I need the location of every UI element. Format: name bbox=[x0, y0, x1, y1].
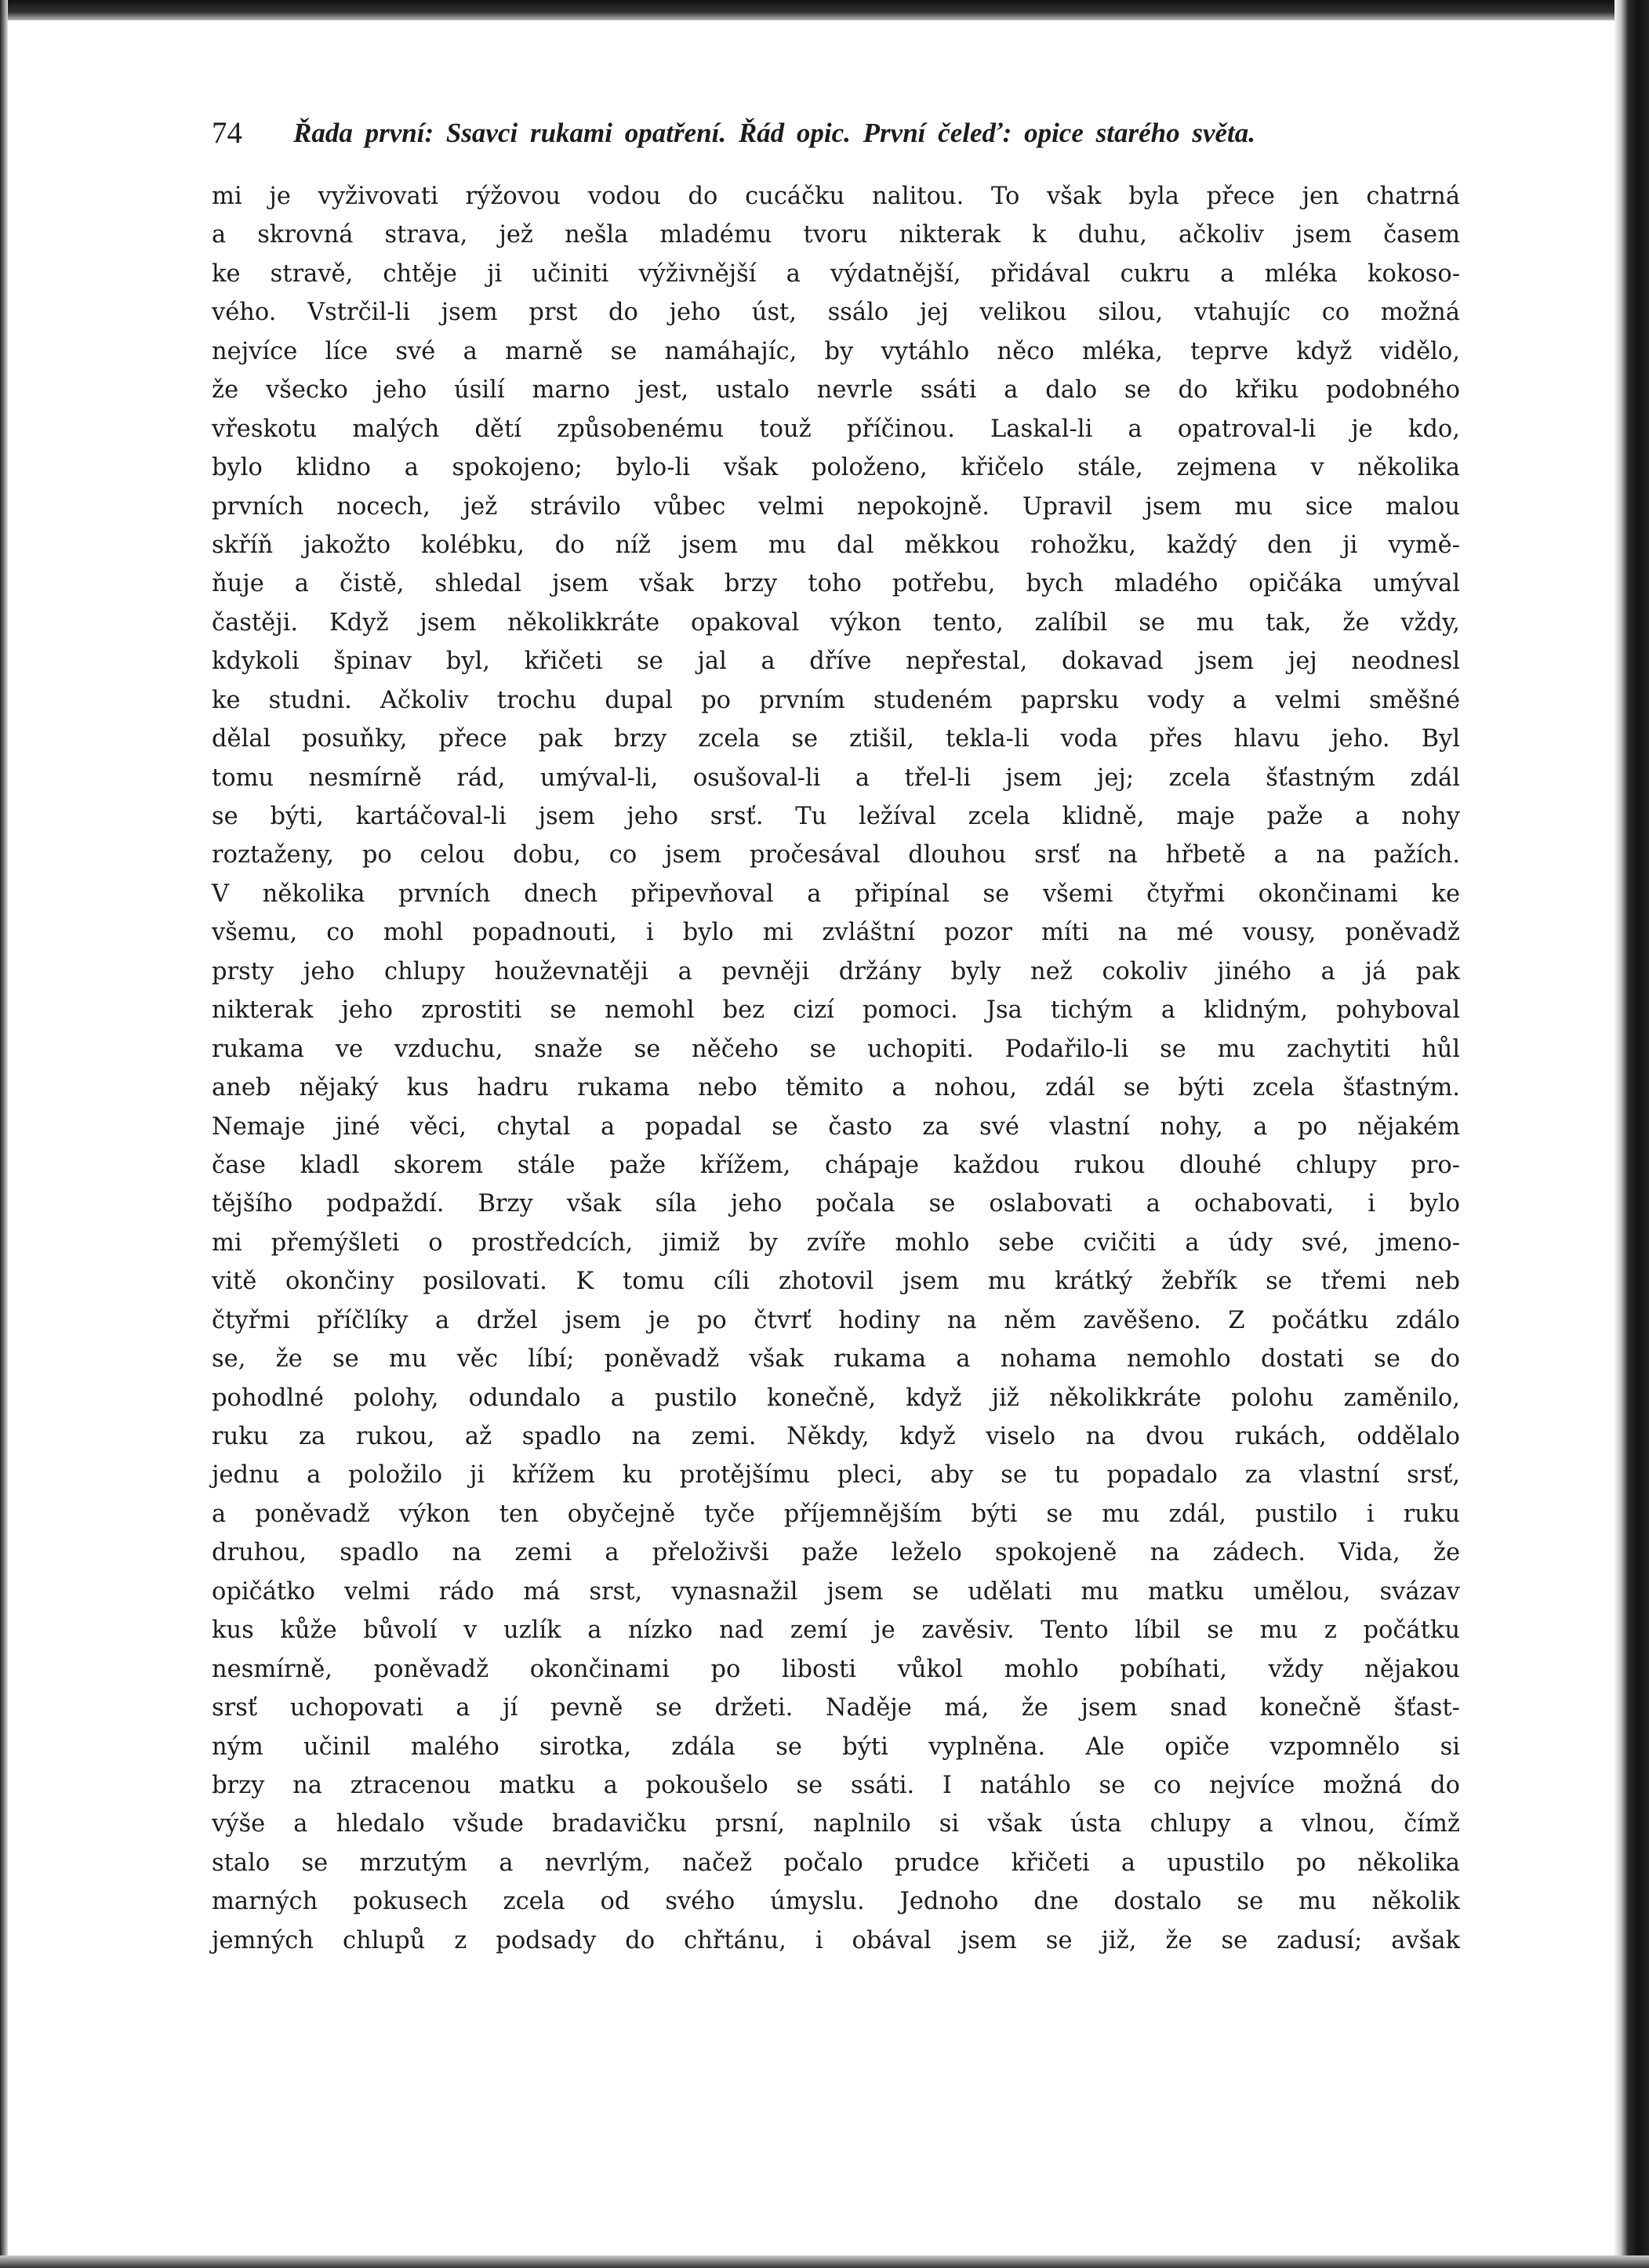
scan-border-top bbox=[0, 0, 1649, 20]
text-line: častěji. Když jsem několikkráte opakoval výkon tento, zalíbil se mu tak, že vždy, bbox=[212, 608, 1460, 637]
text-line: prvních nocech, jež strávilo vůbec velmi nepokojně. Upravil jsem mu sice malou bbox=[212, 492, 1460, 521]
scan-border-bottom bbox=[0, 2255, 1649, 2268]
text-line: marných pokusech zcela od svého úmyslu. Jednoho dne dostalo se mu několik bbox=[212, 1888, 1460, 1916]
scan-book-edge-right bbox=[1614, 0, 1649, 2268]
text-line: opičátko velmi rádo má srst, vynasnažil jsem se udělati mu matku umělou, svázav bbox=[212, 1577, 1460, 1606]
text-line: čtyřmi příčlíky a držel jsem je po čtvrť hodiny na něm zavěšeno. Z počátku zdálo bbox=[212, 1306, 1460, 1334]
text-line: tějšího podpaždí. Brzy však síla jeho počala se oslabovati a ochabovati, i bylo bbox=[212, 1190, 1460, 1218]
text-line: vitě okončiny posilovati. K tomu cíli zhotovil jsem mu krátký žebřík se třemi neb bbox=[212, 1268, 1460, 1296]
text-line: druhou, spadlo na zemi a přeloživši paže leželo spokojeně na zádech. Vida, že bbox=[212, 1539, 1460, 1567]
text-line: aneb nějaký kus hadru rukama nebo těmito a nohou, zdál se býti zcela šťastným. bbox=[212, 1074, 1460, 1102]
text-line: pohodlné polohy, odundalo a pustilo konečně, když již několikkráte polohu zaměnilo, bbox=[212, 1384, 1460, 1412]
text-line: a poněvadž výkon ten obyčejně tyče příjemnějším býti se mu zdál, pustilo i ruku bbox=[212, 1500, 1460, 1528]
text-line: kdykoli špinav byl, křičeti se jal a dříve nepřestal, dokavad jsem jej neodnesl bbox=[212, 648, 1460, 676]
text-line: čase kladl skorem stále paže křížem, chápaje každou rukou dlouhé chlupy pro- bbox=[212, 1151, 1460, 1179]
page-number: 74 bbox=[212, 116, 242, 150]
text-line: ruku za rukou, až spadlo na zemi. Někdy, když viselo na dvou rukách, oddělalo bbox=[212, 1423, 1460, 1450]
text-line: skříň jakožto kolébku, do níž jsem mu dal měkkou rohožku, každý den ji vymě- bbox=[212, 531, 1460, 559]
text-line: mi přemýšleti o prostředcích, jimiž by zvíře mohlo sebe cvičiti a údy své, jmeno- bbox=[212, 1228, 1460, 1257]
text-line: vého. Vstrčil-li jsem prst do jeho úst, ssálo jej velikou silou, vtahujíc co možná bbox=[212, 299, 1460, 327]
running-head: Řada první: Ssavci rukami opatření. Řád opic. První čeleď: opice starého světa. bbox=[293, 118, 1256, 148]
page-header bbox=[212, 110, 1460, 158]
text-line: nikterak jeho zprostiti se nemohl bez cizí pomoci. Jsa tichým a klidným, pohyboval bbox=[212, 996, 1460, 1025]
text-line: nesmírně, poněvadž okončinami po libosti vůkol mohlo pobíhati, vždy nějakou bbox=[212, 1655, 1460, 1683]
text-line: bylo klidno a spokojeno; bylo-li však položeno, křičelo stále, zejmena v několika bbox=[212, 454, 1460, 482]
text-line: tomu nesmírně rád, umýval-li, osušoval-li a třel-li jsem jej; zcela šťastným zdál bbox=[212, 764, 1460, 792]
text-line: mi je vyživovati rýžovou vodou do cucáčku nalitou. To však byla přece jen chatrná bbox=[212, 183, 1460, 210]
text-line: V několika prvních dnech připevňoval a připínal se všemi čtyřmi okončinami ke bbox=[212, 880, 1460, 908]
body-text bbox=[212, 177, 1460, 1960]
text-line: roztaženy, po celou dobu, co jsem pročesával dlouhou srsť na hřbetě a na pažích. bbox=[212, 841, 1460, 869]
text-line: dělal posuňky, přece pak brzy zcela se ztišil, tekla-li voda přes hlavu jeho. Byl bbox=[212, 725, 1460, 753]
text-line: výše a hledalo všude bradavičku prsní, naplnilo si však ústa chlupy a vlnou, čímž bbox=[212, 1810, 1460, 1838]
text-line: brzy na ztracenou matku a pokoušelo se ssáti. I natáhlo se co nejvíce možná do bbox=[212, 1771, 1460, 1799]
text-line: jemných chlupů z podsady do chřtánu, i obával jsem se již, že se zadusí; avšak bbox=[212, 1926, 1460, 1954]
text-line: a skrovná strava, jež nešla mladému tvoru nikterak k duhu, ačkoliv jsem časem bbox=[212, 221, 1460, 249]
text-line: ke stravě, chtěje ji učiniti výživnější a výdatnější, přidával cukru a mléka kokoso- bbox=[212, 259, 1460, 288]
text-line: že všecko jeho úsilí marno jest, ustalo nevrle ssáti a dalo se do křiku podobného bbox=[212, 376, 1460, 405]
text-line: prsty jeho chlupy houževnatěji a pevněji držány byly než cokoliv jiného a já pak bbox=[212, 957, 1460, 985]
text-line: ným učinil malého sirotka, zdála se býti vyplněna. Ale opiče vzpomnělo si bbox=[212, 1733, 1460, 1761]
text-line: nejvíce líce své a marně se namáhajíc, by vytáhlo něco mléka, teprve když vidělo, bbox=[212, 337, 1460, 365]
text-line: jednu a položilo ji křížem ku protějšímu pleci, aby se tu popadalo za vlastní srsť, bbox=[212, 1461, 1460, 1490]
text-line: Nemaje jiné věci, chytal a popadal se často za své vlastní nohy, a po nějakém bbox=[212, 1112, 1460, 1141]
text-line: se býti, kartáčoval-li jsem jeho srsť. Tu ležíval zcela klidně, maje paže a nohy bbox=[212, 803, 1460, 830]
book-page bbox=[212, 110, 1460, 1960]
text-line: vřeskotu malých dětí způsobenému touž příčinou. Laskal-li a opatroval-li je kdo, bbox=[212, 415, 1460, 443]
text-line: rukama ve vzduchu, snaže se něčeho se uchopiti. Podařilo-li se mu zachytiti hůl bbox=[212, 1035, 1460, 1063]
text-line: stalo se mrzutým a nevrlým, načež počalo prudce křičeti a upustilo po několika bbox=[212, 1849, 1460, 1877]
text-line: kus kůže bůvolí v uzlík a nízko nad zemí je zavěsiv. Tento líbil se mu z počátku bbox=[212, 1617, 1460, 1645]
text-line: všemu, co mohl popadnouti, i bylo mi zvláštní pozor míti na mé vousy, poněvadž bbox=[212, 919, 1460, 947]
text-line: ňuje a čistě, shledal jsem však brzy toho potřebu, bych mladého opičáka umýval bbox=[212, 570, 1460, 598]
text-line: ke studni. Ačkoliv trochu dupal po prvním studeném paprsku vody a velmi směšné bbox=[212, 686, 1460, 714]
text-line: srsť uchopovati a jí pevně se držeti. Naděje má, že jsem snad konečně šťast- bbox=[212, 1694, 1460, 1722]
text-line: se, že se mu věc líbí; poněvadž však rukama a nohama nemohlo dostati se do bbox=[212, 1345, 1460, 1374]
scan-border-left bbox=[0, 0, 8, 2268]
